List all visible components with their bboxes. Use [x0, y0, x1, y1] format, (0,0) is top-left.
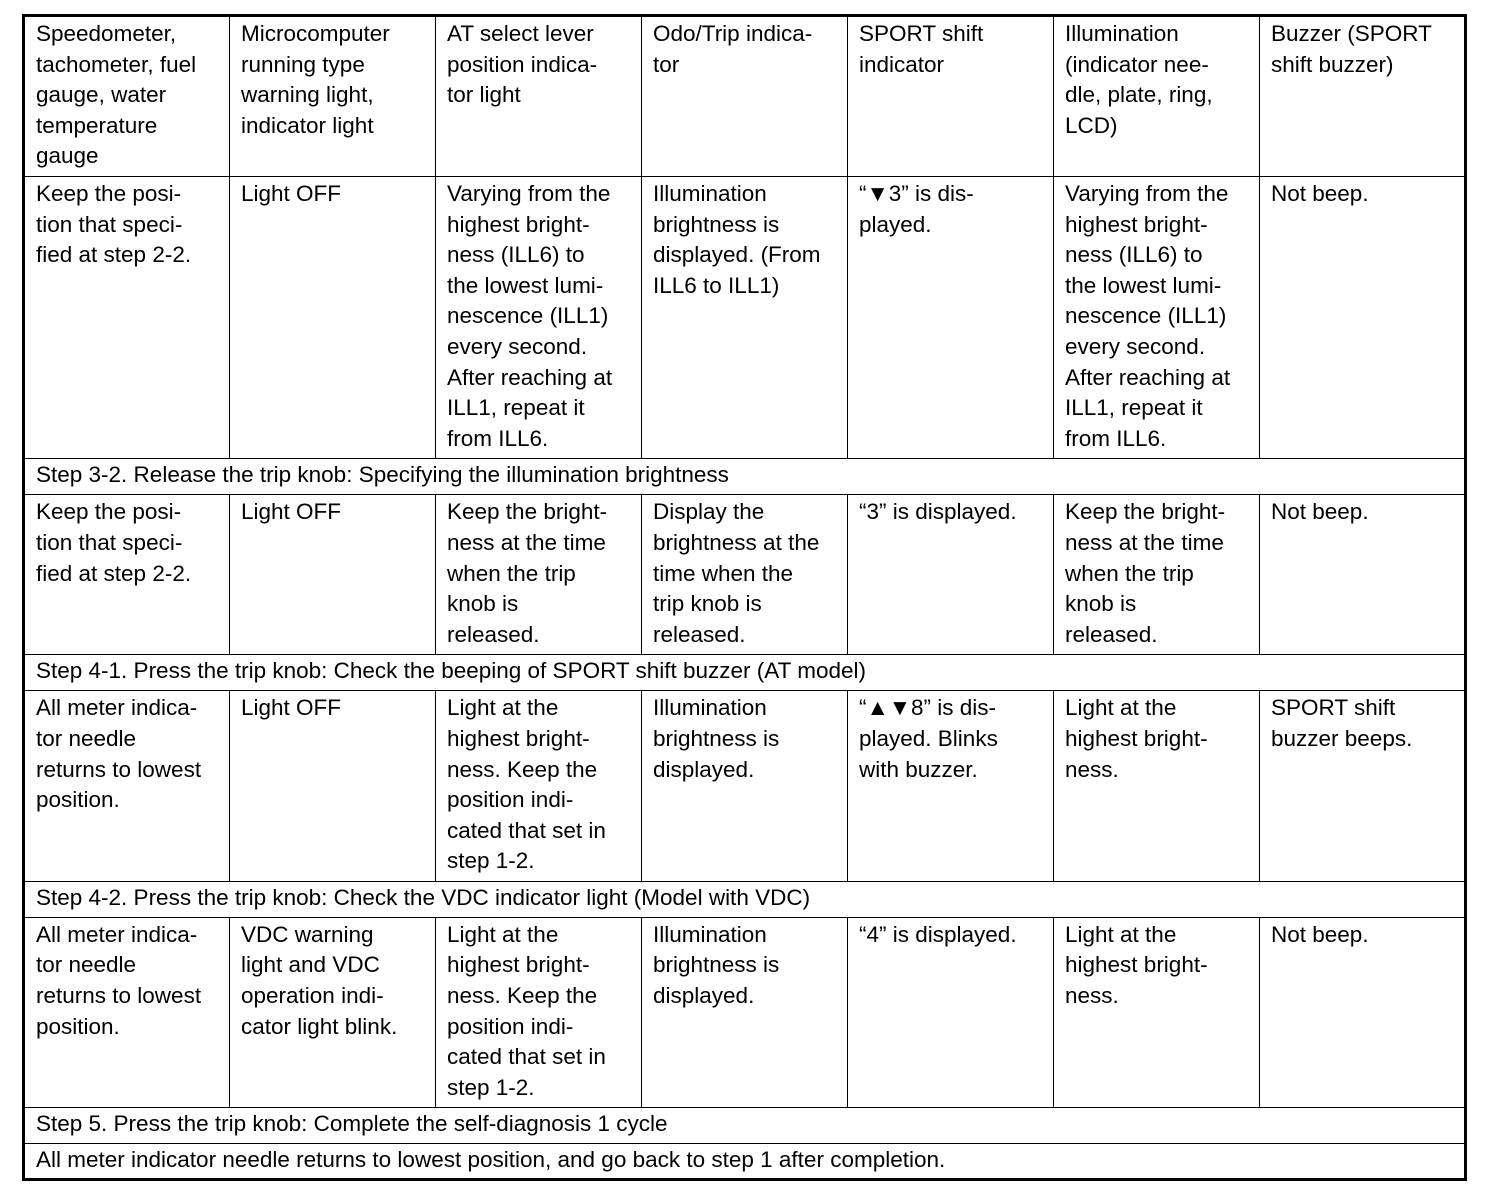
table-cell: Light at the highest bright- ness. [1054, 917, 1260, 1108]
table-cell: Varying from the highest bright- ness (ILL6) to the lowest lumi- nescence (ILL1) every second. After reaching at ILL1, repeat it from ILL6. [1054, 176, 1260, 458]
step-row [24, 655, 1466, 691]
table-cell: “4” is displayed. [848, 917, 1054, 1108]
table-cell: Light at the highest bright- ness. [1054, 691, 1260, 882]
step-row [24, 881, 1466, 917]
table-cell: Light at the highest bright- ness. Keep the position indi- cated that set in step 1-2. [436, 917, 642, 1108]
header-cell-sport-shift: SPORT shift indicator [848, 16, 1054, 177]
table-cell: Light OFF [230, 495, 436, 655]
table-cell: Not beep. [1260, 495, 1466, 655]
header-cell-buzzer: Buzzer (SPORT shift buzzer) [1260, 16, 1466, 177]
table-cell: VDC warning light and VDC operation indi- cator light blink. [230, 917, 436, 1108]
table-row [24, 917, 1466, 1108]
table-cell: Keep the posi- tion that speci- fied at step 2-2. [24, 495, 230, 655]
step-4-2-heading: Step 4-2. Press the trip knob: Check the VDC indicator light (Model with VDC) [24, 881, 1466, 917]
table-cell: Display the brightness at the time when the trip knob is released. [642, 495, 848, 655]
table-cell: Light OFF [230, 691, 436, 882]
table-cell: “▲▼8” is dis- played. Blinks with buzzer. [848, 691, 1054, 882]
step-4-1-heading: Step 4-1. Press the trip knob: Check the beeping of SPORT shift buzzer (AT model) [24, 655, 1466, 691]
header-cell-odo-trip: Odo/Trip indica- tor [642, 16, 848, 177]
step-3-2-heading: Step 3-2. Release the trip knob: Specifying the illumination brightness [24, 459, 1466, 495]
table-cell: Keep the posi- tion that speci- fied at step 2-2. [24, 176, 230, 458]
table-row [24, 495, 1466, 655]
table-cell: “▼3” is dis- played. [848, 176, 1054, 458]
header-cell-illumination: Illumination (indicator nee- dle, plate, ring, LCD) [1054, 16, 1260, 177]
final-note: All meter indicator needle returns to lowest position, and go back to step 1 after completion. [24, 1144, 1466, 1180]
table-cell: Light OFF [230, 176, 436, 458]
table-row [24, 176, 1466, 458]
table-cell: Keep the bright- ness at the time when the trip knob is released. [1054, 495, 1260, 655]
table-cell: Not beep. [1260, 176, 1466, 458]
step-row [24, 1108, 1466, 1144]
table-cell: Not beep. [1260, 917, 1466, 1108]
table-cell: Illumination brightness is displayed. (From ILL6 to ILL1) [642, 176, 848, 458]
table-cell: Illumination brightness is displayed. [642, 917, 848, 1108]
table-row [24, 691, 1466, 882]
header-cell-gauges: Speedometer, tachometer, fuel gauge, water temperature gauge [24, 16, 230, 177]
step-5-heading: Step 5. Press the trip knob: Complete the self-diagnosis 1 cycle [24, 1108, 1466, 1144]
final-note-row [24, 1144, 1466, 1180]
table-cell: All meter indica- tor needle returns to lowest position. [24, 917, 230, 1108]
table-cell: Keep the bright- ness at the time when the trip knob is released. [436, 495, 642, 655]
table-cell: All meter indica- tor needle returns to lowest position. [24, 691, 230, 882]
table-cell: Varying from the highest bright- ness (ILL6) to the lowest lumi- nescence (ILL1) every second. After reaching at ILL1, repeat it from ILL6. [436, 176, 642, 458]
step-row [24, 459, 1466, 495]
table-cell: Illumination brightness is displayed. [642, 691, 848, 882]
table-cell: “3” is displayed. [848, 495, 1054, 655]
header-cell-warning-light: Microcomputer running type warning light, indicator light [230, 16, 436, 177]
header-row [24, 16, 1466, 177]
diagnosis-table [22, 14, 1467, 1181]
table-cell: SPORT shift buzzer beeps. [1260, 691, 1466, 882]
header-cell-at-lever-indicator: AT select lever position indica- tor light [436, 16, 642, 177]
table-cell: Light at the highest bright- ness. Keep the position indi- cated that set in step 1-2. [436, 691, 642, 882]
